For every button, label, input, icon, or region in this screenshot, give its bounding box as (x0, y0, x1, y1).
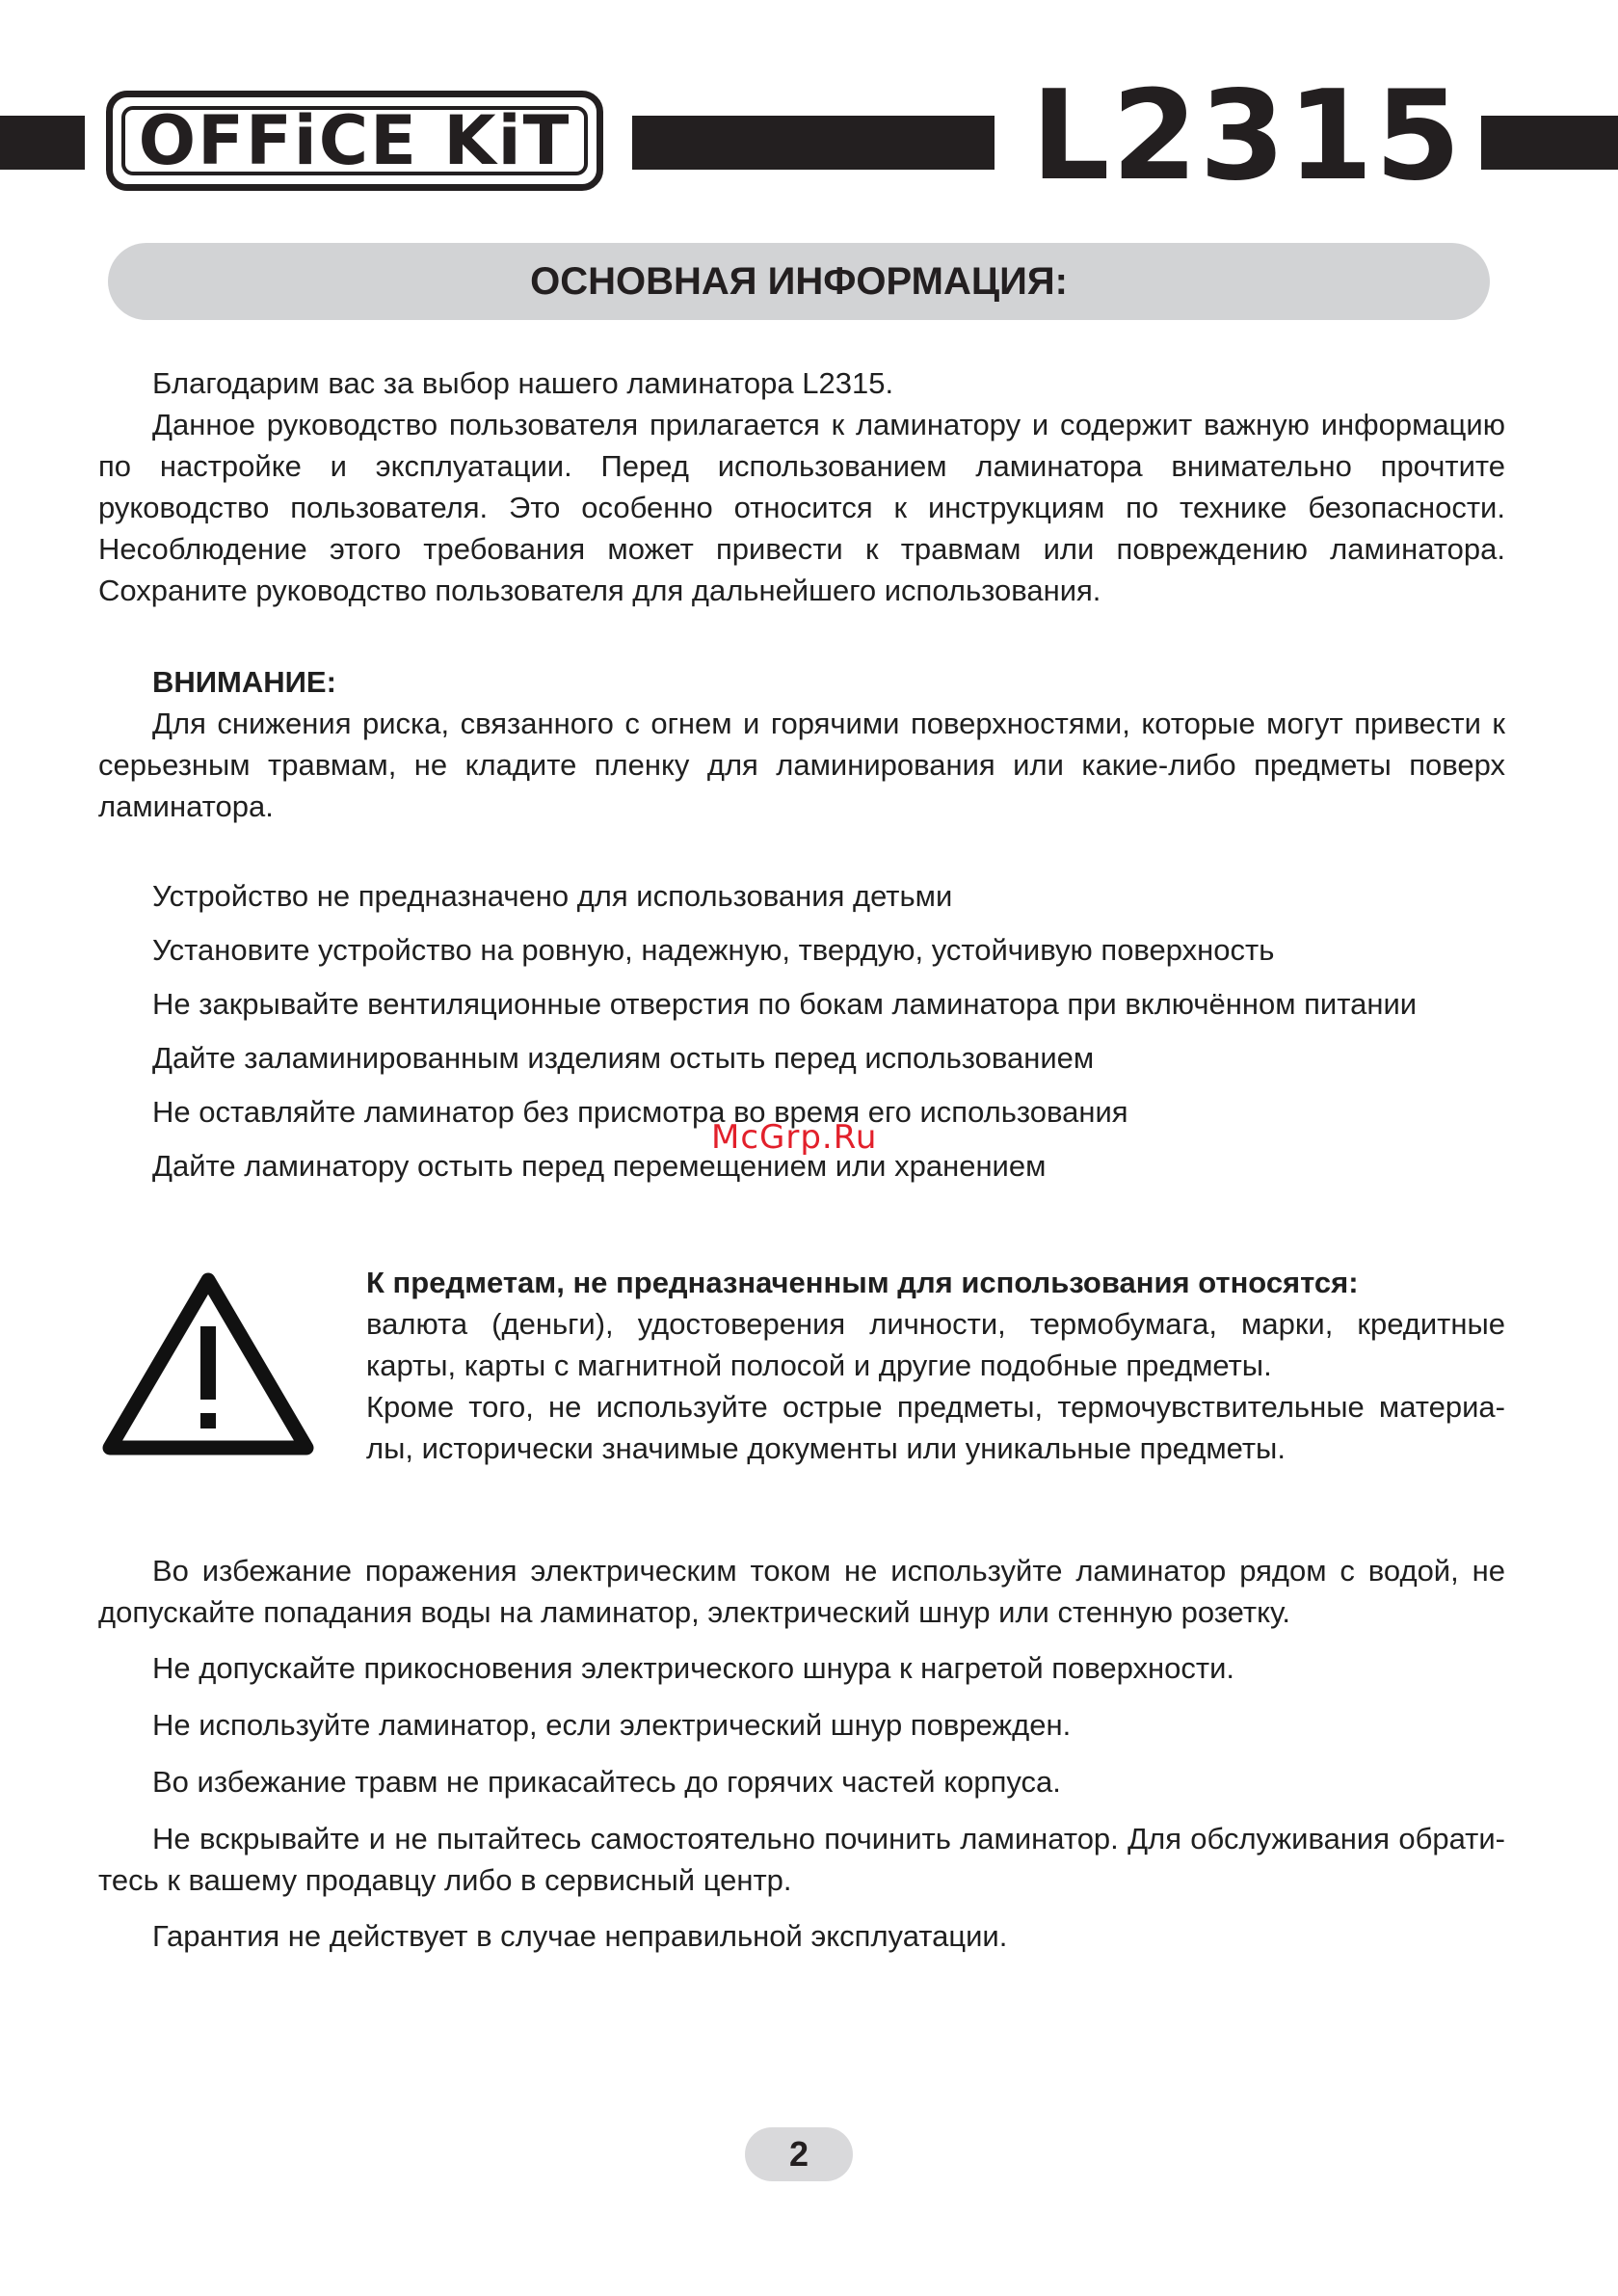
intro-paragraph-1: Благодарим вас за выбор нашего ламинатора L2315. (152, 366, 894, 400)
safety-item: Установите устройство на ровную, надежную, твердую, устойчивую поверхность (152, 933, 1275, 967)
section-title: ОСНОВНАЯ ИНФОРМАЦИЯ: (108, 243, 1490, 320)
warning-triangle-icon (96, 1265, 320, 1463)
page-number: 2 (745, 2127, 853, 2181)
safety-item: Устройство не предназначено для использования детьми (152, 879, 953, 913)
electrical-paragraph: Не вскрывайте и не пытайтесь самостоятельно починить ламинатор. Для обслуживания обрати-тесь к вашему продавцу либо в сервисный центр. (98, 1822, 1505, 1897)
electrical-paragraph: Не допускайте прикосновения электрического шнура к нагретой поверхности. (152, 1651, 1235, 1685)
attention-heading: ВНИМАНИЕ: (152, 665, 336, 699)
model-name: L2315 (1031, 65, 1463, 208)
safety-item: Не оставляйте ламинатор без присмотра во время его использования (152, 1095, 1128, 1129)
safety-item: Дайте ламинатору остыть перед перемещением или хранением (152, 1149, 1047, 1183)
warning-text-1: валюта (деньги), удостоверения личности, термобумага, марки, кредитные карты, карты с магнитной полосой и другие подобные предметы. (366, 1307, 1505, 1382)
electrical-paragraph: Гарантия не действует в случае неправильной эксплуатации. (152, 1919, 1008, 1953)
electrical-paragraph: Во избежание травм не прикасайтесь до горячих частей корпуса. (152, 1765, 1061, 1799)
safety-item: Не закрывайте вентиляционные отверстия по бокам ламинатора при включённом питании (152, 987, 1418, 1021)
attention-text: Для снижения риска, связанного с огнем и горячими поверхностями, которые могут привести к серьезным травмам, не кладите пленку для ламинирования или какие-либо предметы поверх ламинатора. (98, 707, 1505, 823)
warning-text-2: Кроме того, не используйте острые предметы, термочувствительные материа-лы, исторически значимые документы или уникальные предметы. (366, 1390, 1505, 1465)
header-bar-right (1481, 116, 1618, 170)
warning-heading: К предметам, не предназначенным для использования относятся: (366, 1266, 1359, 1299)
intro-paragraph-2: Данное руководство пользователя прилагается к ламинатору и содержит важную информацию по настройке и эксплуатации. Перед использованием ламинатора внимательно прочтите руководство пользователя. Это особенно относится к инструкциям по технике безопасности. Несоблюдение этого требования может привести к травмам или повреждению ламинатора. Сохраните руководство пользователя для дальнейшего использования. (98, 408, 1505, 607)
electrical-paragraph: Во избежание поражения электрическим током не используйте ламинатор рядом с водой, не допускайте попадания воды на ламинатор, электрический шнур или стенную розетку. (98, 1554, 1505, 1629)
electrical-paragraph: Не используйте ламинатор, если электрический шнур поврежден. (152, 1708, 1072, 1742)
brand-logo-text: OFFiCE KiT (121, 106, 588, 175)
safety-item: Дайте заламинированным изделиям остыть перед использованием (152, 1041, 1095, 1075)
header-bar-middle (632, 116, 995, 170)
watermark: McGrp.Ru (711, 1118, 878, 1157)
header-bar-left (0, 116, 85, 170)
brand-logo (106, 91, 603, 191)
